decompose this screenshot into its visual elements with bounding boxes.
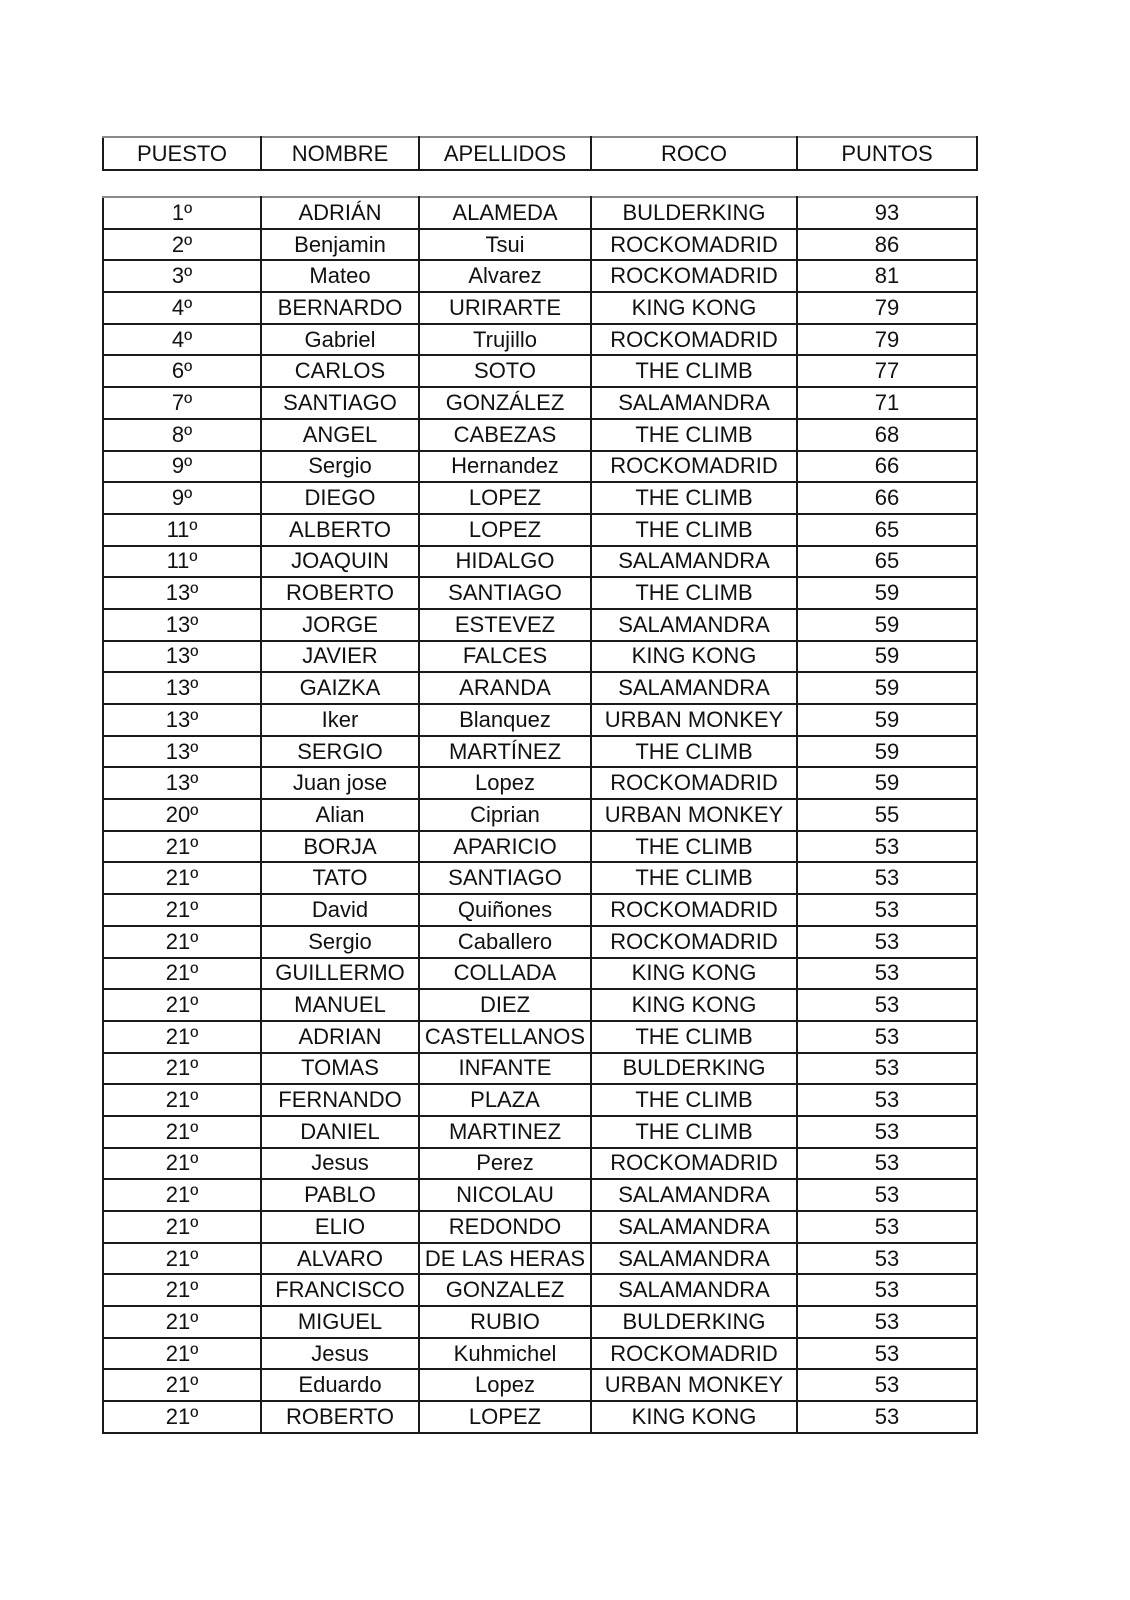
cell-puntos: 81 [797, 260, 977, 292]
table-row [103, 451, 977, 483]
cell-roco: URBAN MONKEY [591, 799, 797, 831]
cell-roco: SALAMANDRA [591, 1211, 797, 1243]
cell-puesto: 21º [103, 958, 261, 990]
cell-apellidos: Lopez [419, 1369, 591, 1401]
cell-puntos: 53 [797, 831, 977, 863]
cell-puntos: 59 [797, 736, 977, 768]
cell-nombre: JAVIER [261, 641, 419, 673]
cell-apellidos: URIRARTE [419, 292, 591, 324]
cell-nombre: MANUEL [261, 989, 419, 1021]
table-row [103, 1338, 977, 1370]
cell-roco: ROCKOMADRID [591, 451, 797, 483]
cell-apellidos: Alvarez [419, 260, 591, 292]
cell-nombre: ROBERTO [261, 577, 419, 609]
cell-apellidos: Kuhmichel [419, 1338, 591, 1370]
cell-roco: ROCKOMADRID [591, 324, 797, 356]
cell-puesto: 9º [103, 482, 261, 514]
cell-puntos: 53 [797, 989, 977, 1021]
cell-puesto: 13º [103, 641, 261, 673]
cell-puesto: 20º [103, 799, 261, 831]
cell-puntos: 53 [797, 1021, 977, 1053]
cell-puesto: 7º [103, 387, 261, 419]
cell-puntos: 59 [797, 704, 977, 736]
table-row [103, 1306, 977, 1338]
cell-puesto: 1º [103, 197, 261, 229]
cell-nombre: GAIZKA [261, 672, 419, 704]
cell-roco: THE CLIMB [591, 419, 797, 451]
cell-puesto: 21º [103, 1338, 261, 1370]
cell-puntos: 65 [797, 514, 977, 546]
table-row [103, 355, 977, 387]
cell-apellidos: CASTELLANOS [419, 1021, 591, 1053]
cell-roco: THE CLIMB [591, 862, 797, 894]
cell-roco: ROCKOMADRID [591, 767, 797, 799]
cell-apellidos: DE LAS HERAS [419, 1243, 591, 1275]
cell-puesto: 21º [103, 989, 261, 1021]
cell-puesto: 9º [103, 451, 261, 483]
cell-puntos: 53 [797, 1084, 977, 1116]
cell-apellidos: Perez [419, 1148, 591, 1180]
results-table [102, 196, 978, 1434]
cell-puesto: 21º [103, 1179, 261, 1211]
table-row [103, 736, 977, 768]
cell-puntos: 59 [797, 641, 977, 673]
table-row [103, 229, 977, 261]
cell-puntos: 53 [797, 1274, 977, 1306]
cell-puesto: 13º [103, 736, 261, 768]
cell-puesto: 21º [103, 926, 261, 958]
cell-puntos: 59 [797, 577, 977, 609]
cell-puesto: 21º [103, 1211, 261, 1243]
cell-nombre: Sergio [261, 451, 419, 483]
cell-nombre: PABLO [261, 1179, 419, 1211]
cell-puesto: 21º [103, 1116, 261, 1148]
cell-puesto: 4º [103, 292, 261, 324]
cell-nombre: ADRIÁN [261, 197, 419, 229]
table-row [103, 260, 977, 292]
cell-puesto: 21º [103, 831, 261, 863]
table-row [103, 704, 977, 736]
cell-puesto: 13º [103, 672, 261, 704]
table-row [103, 197, 977, 229]
cell-nombre: FRANCISCO [261, 1274, 419, 1306]
cell-nombre: ELIO [261, 1211, 419, 1243]
table-row [103, 1274, 977, 1306]
cell-puesto: 21º [103, 1084, 261, 1116]
cell-apellidos: GONZALEZ [419, 1274, 591, 1306]
cell-roco: ROCKOMADRID [591, 229, 797, 261]
cell-apellidos: ALAMEDA [419, 197, 591, 229]
table-row [103, 958, 977, 990]
cell-apellidos: REDONDO [419, 1211, 591, 1243]
cell-roco: SALAMANDRA [591, 609, 797, 641]
cell-roco: SALAMANDRA [591, 546, 797, 578]
cell-puntos: 53 [797, 1243, 977, 1275]
cell-apellidos: MARTINEZ [419, 1116, 591, 1148]
table-row [103, 1053, 977, 1085]
cell-apellidos: APARICIO [419, 831, 591, 863]
cell-roco: KING KONG [591, 641, 797, 673]
cell-puntos: 53 [797, 1148, 977, 1180]
cell-apellidos: Ciprian [419, 799, 591, 831]
header-puesto: PUESTO [103, 137, 261, 170]
cell-puntos: 53 [797, 1369, 977, 1401]
cell-nombre: David [261, 894, 419, 926]
cell-nombre: BORJA [261, 831, 419, 863]
cell-nombre: TOMAS [261, 1053, 419, 1085]
cell-nombre: Mateo [261, 260, 419, 292]
cell-puesto: 11º [103, 546, 261, 578]
cell-puntos: 53 [797, 1338, 977, 1370]
table-row [103, 1243, 977, 1275]
cell-puesto: 21º [103, 894, 261, 926]
cell-roco: THE CLIMB [591, 1084, 797, 1116]
cell-nombre: Sergio [261, 926, 419, 958]
table-row [103, 862, 977, 894]
cell-apellidos: COLLADA [419, 958, 591, 990]
cell-puntos: 53 [797, 1306, 977, 1338]
cell-puntos: 59 [797, 609, 977, 641]
cell-roco: BULDERKING [591, 197, 797, 229]
cell-puesto: 21º [103, 862, 261, 894]
cell-puntos: 53 [797, 862, 977, 894]
cell-apellidos: Caballero [419, 926, 591, 958]
cell-nombre: DIEGO [261, 482, 419, 514]
cell-apellidos: DIEZ [419, 989, 591, 1021]
cell-nombre: Benjamin [261, 229, 419, 261]
cell-apellidos: Trujillo [419, 324, 591, 356]
header-row [103, 137, 977, 170]
cell-puntos: 68 [797, 419, 977, 451]
cell-puntos: 66 [797, 451, 977, 483]
cell-roco: THE CLIMB [591, 831, 797, 863]
cell-nombre: BERNARDO [261, 292, 419, 324]
cell-puesto: 11º [103, 514, 261, 546]
cell-nombre: Alian [261, 799, 419, 831]
cell-roco: THE CLIMB [591, 577, 797, 609]
cell-nombre: ADRIAN [261, 1021, 419, 1053]
table-row [103, 831, 977, 863]
table-row [103, 1401, 977, 1433]
cell-puntos: 53 [797, 894, 977, 926]
cell-apellidos: CABEZAS [419, 419, 591, 451]
cell-nombre: Iker [261, 704, 419, 736]
cell-puntos: 53 [797, 1116, 977, 1148]
cell-apellidos: ARANDA [419, 672, 591, 704]
cell-puesto: 21º [103, 1369, 261, 1401]
cell-roco: KING KONG [591, 292, 797, 324]
cell-nombre: ROBERTO [261, 1401, 419, 1433]
cell-roco: THE CLIMB [591, 1021, 797, 1053]
header-apellidos: APELLIDOS [419, 137, 591, 170]
cell-apellidos: MARTÍNEZ [419, 736, 591, 768]
cell-apellidos: SANTIAGO [419, 862, 591, 894]
cell-apellidos: GONZÁLEZ [419, 387, 591, 419]
cell-nombre: Juan jose [261, 767, 419, 799]
cell-roco: URBAN MONKEY [591, 1369, 797, 1401]
table-row [103, 1084, 977, 1116]
cell-apellidos: Lopez [419, 767, 591, 799]
cell-nombre: CARLOS [261, 355, 419, 387]
cell-apellidos: LOPEZ [419, 1401, 591, 1433]
table-row [103, 767, 977, 799]
cell-nombre: Gabriel [261, 324, 419, 356]
cell-nombre: ALVARO [261, 1243, 419, 1275]
cell-nombre: MIGUEL [261, 1306, 419, 1338]
cell-puesto: 21º [103, 1243, 261, 1275]
cell-nombre: GUILLERMO [261, 958, 419, 990]
header-table [102, 136, 978, 171]
cell-apellidos: NICOLAU [419, 1179, 591, 1211]
cell-puntos: 71 [797, 387, 977, 419]
header-nombre: NOMBRE [261, 137, 419, 170]
cell-nombre: ALBERTO [261, 514, 419, 546]
cell-apellidos: LOPEZ [419, 514, 591, 546]
cell-puesto: 21º [103, 1021, 261, 1053]
cell-roco: THE CLIMB [591, 736, 797, 768]
table-row [103, 989, 977, 1021]
cell-roco: KING KONG [591, 989, 797, 1021]
cell-apellidos: PLAZA [419, 1084, 591, 1116]
cell-puntos: 77 [797, 355, 977, 387]
cell-puntos: 53 [797, 1179, 977, 1211]
cell-apellidos: Blanquez [419, 704, 591, 736]
cell-puntos: 93 [797, 197, 977, 229]
cell-puesto: 13º [103, 609, 261, 641]
table-row [103, 387, 977, 419]
table-row [103, 292, 977, 324]
table-row [103, 482, 977, 514]
table-row [103, 894, 977, 926]
cell-roco: URBAN MONKEY [591, 704, 797, 736]
cell-puntos: 86 [797, 229, 977, 261]
table-row [103, 324, 977, 356]
cell-nombre: Eduardo [261, 1369, 419, 1401]
cell-puesto: 21º [103, 1053, 261, 1085]
table-row [103, 577, 977, 609]
cell-puesto: 21º [103, 1401, 261, 1433]
cell-nombre: JOAQUIN [261, 546, 419, 578]
cell-roco: THE CLIMB [591, 355, 797, 387]
cell-puntos: 53 [797, 926, 977, 958]
cell-roco: THE CLIMB [591, 514, 797, 546]
cell-puntos: 66 [797, 482, 977, 514]
cell-nombre: DANIEL [261, 1116, 419, 1148]
table-row [103, 1148, 977, 1180]
cell-apellidos: Hernandez [419, 451, 591, 483]
cell-puntos: 65 [797, 546, 977, 578]
cell-puntos: 79 [797, 292, 977, 324]
cell-apellidos: INFANTE [419, 1053, 591, 1085]
table-row [103, 641, 977, 673]
cell-nombre: Jesus [261, 1338, 419, 1370]
cell-apellidos: FALCES [419, 641, 591, 673]
cell-roco: ROCKOMADRID [591, 926, 797, 958]
cell-apellidos: HIDALGO [419, 546, 591, 578]
cell-puesto: 21º [103, 1148, 261, 1180]
cell-puntos: 53 [797, 1053, 977, 1085]
cell-puntos: 79 [797, 324, 977, 356]
cell-puesto: 2º [103, 229, 261, 261]
cell-roco: THE CLIMB [591, 482, 797, 514]
table-row [103, 419, 977, 451]
cell-roco: ROCKOMADRID [591, 260, 797, 292]
cell-roco: SALAMANDRA [591, 1243, 797, 1275]
cell-roco: THE CLIMB [591, 1116, 797, 1148]
cell-roco: KING KONG [591, 1401, 797, 1433]
cell-puesto: 6º [103, 355, 261, 387]
cell-roco: BULDERKING [591, 1053, 797, 1085]
cell-apellidos: Quiñones [419, 894, 591, 926]
table-row [103, 1179, 977, 1211]
table-row [103, 672, 977, 704]
cell-nombre: ANGEL [261, 419, 419, 451]
cell-apellidos: LOPEZ [419, 482, 591, 514]
cell-roco: SALAMANDRA [591, 672, 797, 704]
cell-apellidos: SOTO [419, 355, 591, 387]
cell-puesto: 3º [103, 260, 261, 292]
cell-roco: SALAMANDRA [591, 387, 797, 419]
table-row [103, 514, 977, 546]
header-roco: ROCO [591, 137, 797, 170]
cell-apellidos: Tsui [419, 229, 591, 261]
cell-nombre: SANTIAGO [261, 387, 419, 419]
table-row [103, 1021, 977, 1053]
cell-puesto: 8º [103, 419, 261, 451]
cell-puesto: 13º [103, 577, 261, 609]
cell-apellidos: SANTIAGO [419, 577, 591, 609]
table-row [103, 1211, 977, 1243]
table-row [103, 1116, 977, 1148]
cell-nombre: JORGE [261, 609, 419, 641]
cell-roco: BULDERKING [591, 1306, 797, 1338]
cell-nombre: Jesus [261, 1148, 419, 1180]
cell-puntos: 55 [797, 799, 977, 831]
cell-puntos: 59 [797, 672, 977, 704]
cell-puesto: 4º [103, 324, 261, 356]
table-row [103, 1369, 977, 1401]
header-puntos: PUNTOS [797, 137, 977, 170]
cell-puesto: 13º [103, 704, 261, 736]
cell-roco: SALAMANDRA [591, 1274, 797, 1306]
cell-roco: ROCKOMADRID [591, 1148, 797, 1180]
cell-apellidos: ESTEVEZ [419, 609, 591, 641]
cell-puesto: 21º [103, 1274, 261, 1306]
table-row [103, 799, 977, 831]
cell-puntos: 59 [797, 767, 977, 799]
cell-puesto: 21º [103, 1306, 261, 1338]
cell-nombre: SERGIO [261, 736, 419, 768]
results-body [103, 197, 977, 1433]
cell-roco: ROCKOMADRID [591, 1338, 797, 1370]
cell-roco: KING KONG [591, 958, 797, 990]
cell-puntos: 53 [797, 1401, 977, 1433]
cell-roco: ROCKOMADRID [591, 894, 797, 926]
table-row [103, 609, 977, 641]
cell-nombre: TATO [261, 862, 419, 894]
table-row [103, 546, 977, 578]
table-row [103, 926, 977, 958]
cell-puntos: 53 [797, 1211, 977, 1243]
cell-nombre: FERNANDO [261, 1084, 419, 1116]
cell-puntos: 53 [797, 958, 977, 990]
cell-puesto: 13º [103, 767, 261, 799]
cell-roco: SALAMANDRA [591, 1179, 797, 1211]
cell-apellidos: RUBIO [419, 1306, 591, 1338]
